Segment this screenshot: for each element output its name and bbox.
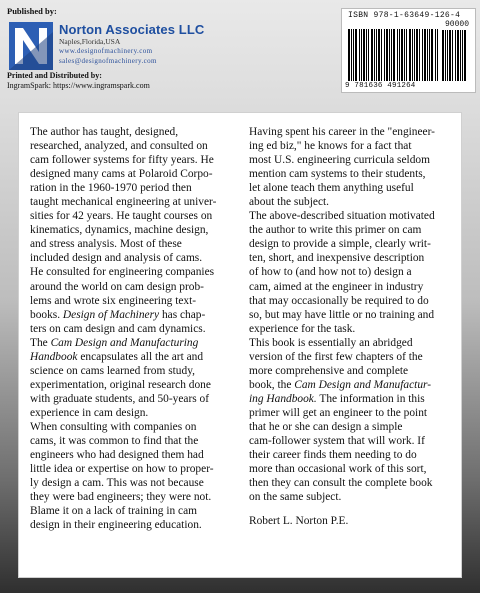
company-website[interactable]: www.designofmachinery.com <box>59 47 153 55</box>
text-line <box>249 392 455 406</box>
text-line: He consulted for engineering companies <box>30 266 215 279</box>
publisher-logo-row <box>9 22 269 72</box>
text-line <box>30 350 235 364</box>
text-line: ters on cam design and cam dynamics. <box>30 322 206 335</box>
text-line: cams, it was common to find that the <box>30 435 199 448</box>
text-line: cam, aimed at the engineer in industry <box>249 280 424 293</box>
text-segment: encapsulates all the art and <box>77 350 204 363</box>
text-line: This book is essentially an abridged <box>249 336 413 349</box>
text-segment: has chap- <box>159 308 206 321</box>
text-line: sities for 42 years. He taught courses on <box>30 210 213 223</box>
text-line: experience for the task. <box>249 322 356 335</box>
text-line: design to provide a simple, clearly writ- <box>249 238 431 251</box>
text-line: ten, short, and inexpensive description <box>249 252 425 265</box>
text-line: cam follower systems for fifty years. He <box>30 154 214 167</box>
text-line: little idea or expertise on how to proper- <box>30 463 214 476</box>
ingramspark-line: IngramSpark: https://www.ingramspark.com <box>7 81 150 90</box>
isbn-label: ISBN 978-1-63649-126-4 <box>348 11 461 20</box>
price-code: 90000 <box>444 20 469 29</box>
italic-title-text: Handbook <box>30 350 78 363</box>
text-line: more comprehensive and complete <box>249 364 409 377</box>
text-line: ing ed biz," he knows for a fact that <box>249 140 412 153</box>
text-line: that he or she can design a simple <box>249 420 403 433</box>
text-line: lems and wrote six engineering text- <box>30 294 197 307</box>
text-line: their career finds them needing to do <box>249 449 417 462</box>
text-line: version of the first few chapters of the <box>249 350 423 363</box>
right-text-column <box>249 125 455 528</box>
text-line: with graduate students, and 50-years of <box>30 392 210 405</box>
text-segment: book, the <box>249 378 295 391</box>
publisher-block <box>7 6 267 16</box>
italic-title-text: Cam Design and Manufactur- <box>294 378 432 391</box>
text-line: Having spent his career in the "engineer- <box>249 126 435 138</box>
text-line: primer will get an engineer to the point <box>249 406 428 419</box>
text-line <box>249 378 455 392</box>
text-line: and stress analysis. Most of these <box>30 238 182 251</box>
text-line: around the world on cam design prob- <box>30 280 204 293</box>
text-line: let alone teach them anything useful <box>249 182 414 195</box>
text-segment: The information in this <box>316 392 425 405</box>
text-line: design in their engineering education. <box>30 519 202 532</box>
text-line: mention cam systems to their students, <box>249 168 426 181</box>
text-line: they were bad engineers; they were not. <box>30 491 212 504</box>
isbn-barcode <box>341 8 476 93</box>
printed-distributed-label: Printed and Distributed by: <box>7 71 102 80</box>
barcode-bars-icon <box>348 29 440 81</box>
text-line: ly design a cam. This was not because <box>30 477 204 490</box>
italic-title-text: Design of Machinery <box>62 308 160 321</box>
norton-logo-icon <box>9 22 53 70</box>
text-line: about the subject. <box>249 196 330 209</box>
text-line: Blame it on a lack of training in cam <box>30 505 198 518</box>
text-line: of how to (and how not to) design a <box>249 266 412 279</box>
company-email[interactable]: sales@designofmachinery.com <box>59 56 157 65</box>
text-line <box>30 336 235 350</box>
text-line: The above-described situation motivated <box>249 210 435 223</box>
back-cover-text-panel <box>18 112 462 578</box>
text-line: When consulting with companies on <box>30 420 197 433</box>
text-line: then they can consult the complete book <box>249 477 433 490</box>
text-line: cam-follower system that will work. If <box>249 435 425 448</box>
text-line: The author has taught, designed, <box>30 126 179 138</box>
text-line: experience in cam design. <box>30 406 149 419</box>
barcode-addon-bars-icon <box>442 30 470 81</box>
italic-title-text: ing Handbook. <box>249 392 317 405</box>
text-segment: The <box>30 336 51 349</box>
company-name: Norton Associates LLC <box>59 22 205 37</box>
text-line: the author to write this primer on cam <box>249 224 422 237</box>
text-segment: books. <box>30 308 63 321</box>
author-signature: Robert L. Norton P.E. <box>249 515 349 528</box>
published-by-label: Published by: <box>7 6 57 16</box>
text-line: kinematics, dynamics, machine design, <box>30 224 209 237</box>
text-line: taught mechanical engineering at univer- <box>30 196 217 209</box>
text-line: that may occasionally be required to do <box>249 294 429 307</box>
text-line: engineers who had designed them had <box>30 449 204 462</box>
text-line: more than occasional work of this sort, <box>249 463 427 476</box>
text-line: most U.S. engineering curricula seldom <box>249 154 430 167</box>
company-info <box>59 22 204 66</box>
text-line: experimentation, original research done <box>30 378 211 391</box>
text-line: so, but may have little or no training and <box>249 308 435 321</box>
text-line <box>30 308 235 322</box>
text-line: included design and analysis of cams. <box>30 252 203 265</box>
text-line: science on cams learned from study, <box>30 364 195 377</box>
company-location: Naples,Florida,USA <box>59 37 121 46</box>
text-line: ration in the 1960-1970 period then <box>30 182 192 195</box>
italic-title-text: Cam Design and Manufacturing <box>50 336 199 349</box>
barcode-digits: 9 781636 491264 <box>345 82 416 90</box>
text-line: researched, analyzed, and consulted on <box>30 140 208 153</box>
left-text-column <box>30 125 235 532</box>
text-line: designed many cams at Polaroid Corpo- <box>30 168 213 181</box>
text-line: on the same subject. <box>249 491 342 504</box>
